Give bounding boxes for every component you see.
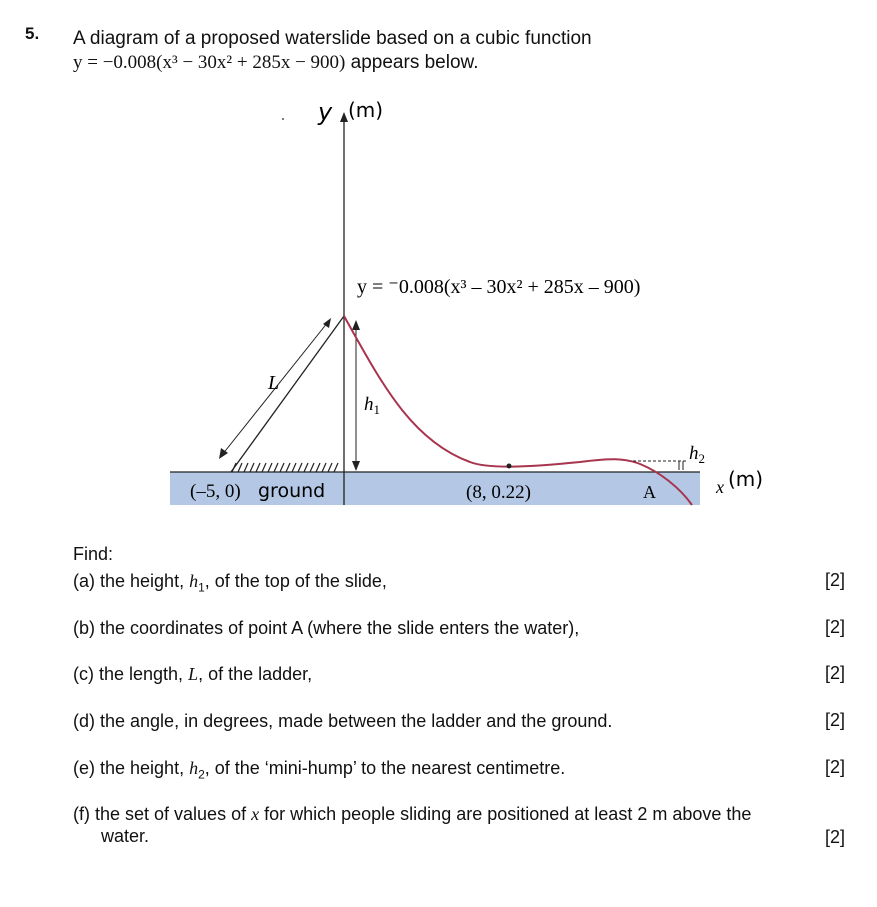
question-d	[73, 710, 612, 732]
question-e-var: h	[189, 758, 199, 778]
y-axis-arrow	[340, 112, 348, 122]
y-axis-label: y	[318, 98, 333, 126]
question-c-text-end: , of the ladder,	[198, 664, 313, 684]
question-f-text-end: for which people sliding are positioned at least 2 m above the	[259, 804, 752, 824]
curve-equation-label: y = ⁻0.008(x³ – 30x² + 285x – 900)	[357, 276, 641, 298]
question-a-text: (a) the height,	[73, 571, 190, 591]
question-e-sub: 2	[198, 767, 205, 782]
h1-arrow-head-top	[352, 320, 360, 330]
question-f	[73, 803, 751, 847]
minimum-point	[507, 464, 512, 469]
question-e-text: (e) the height,	[73, 758, 190, 778]
question-number: 5.	[25, 24, 40, 43]
question-c-var: L	[188, 664, 199, 684]
h1-arrow-head-bottom	[352, 461, 360, 471]
marks-a: [2]	[824, 570, 845, 590]
question-f-line-2: water.	[101, 826, 150, 846]
find-label: Find:	[73, 544, 114, 564]
question-intro	[73, 27, 592, 75]
point-left-label: (–5, 0)	[190, 481, 241, 502]
question-a-var: h	[189, 571, 199, 591]
h2-letter: h	[689, 443, 699, 464]
question-a-sub: 1	[198, 580, 205, 595]
question-b	[73, 617, 579, 639]
ground-label: ground	[258, 480, 326, 502]
intro-line-2	[73, 51, 592, 75]
h1-letter: h	[364, 394, 374, 415]
question-a-text-end: , of the top of the slide,	[204, 571, 387, 591]
x-axis-label: x	[716, 477, 724, 497]
question-e	[73, 757, 565, 786]
question-f-text: (f) the set of values of	[73, 804, 252, 824]
intro-line-1: A diagram of a proposed waterslide based on a cubic function	[73, 28, 592, 49]
question-f-var: x	[251, 804, 260, 824]
marks-d: [2]	[824, 710, 845, 730]
h2-subscript: 2	[698, 451, 705, 466]
question-a	[73, 570, 387, 599]
marks-e: [2]	[824, 757, 845, 777]
question-c	[73, 663, 312, 685]
waterslide-diagram	[0, 90, 877, 520]
cubic-equation: y = −0.008(x³ − 30x² + 285x − 900)	[73, 52, 346, 73]
h1-subscript: 1	[373, 402, 380, 417]
x-axis-unit: (m)	[728, 467, 764, 491]
water-region	[170, 472, 700, 505]
ladder	[231, 316, 344, 472]
question-d-text: (d) the angle, in degrees, made between the ladder and the ground.	[73, 711, 613, 731]
minimum-point-label: (8, 0.22)	[466, 482, 531, 503]
y-axis-unit: (m)	[348, 98, 384, 122]
marks-f: [2]	[824, 827, 845, 847]
h1-label	[364, 394, 380, 417]
intro-line-2-suffix: appears below.	[345, 52, 479, 73]
ladder-label: L	[268, 372, 280, 394]
question-e-text-end: , of the ‘mini-hump’ to the nearest centimetre.	[204, 758, 566, 778]
question-b-text: (b) the coordinates of point A (where the slide enters the water),	[73, 618, 580, 638]
ground-hatching	[232, 463, 338, 472]
marks-b: [2]	[824, 617, 845, 637]
stray-dot	[282, 118, 284, 120]
h2-label	[689, 443, 705, 466]
question-c-text: (c) the length,	[73, 664, 189, 684]
marks-c: [2]	[824, 663, 845, 683]
point-a-label: A	[643, 482, 656, 502]
